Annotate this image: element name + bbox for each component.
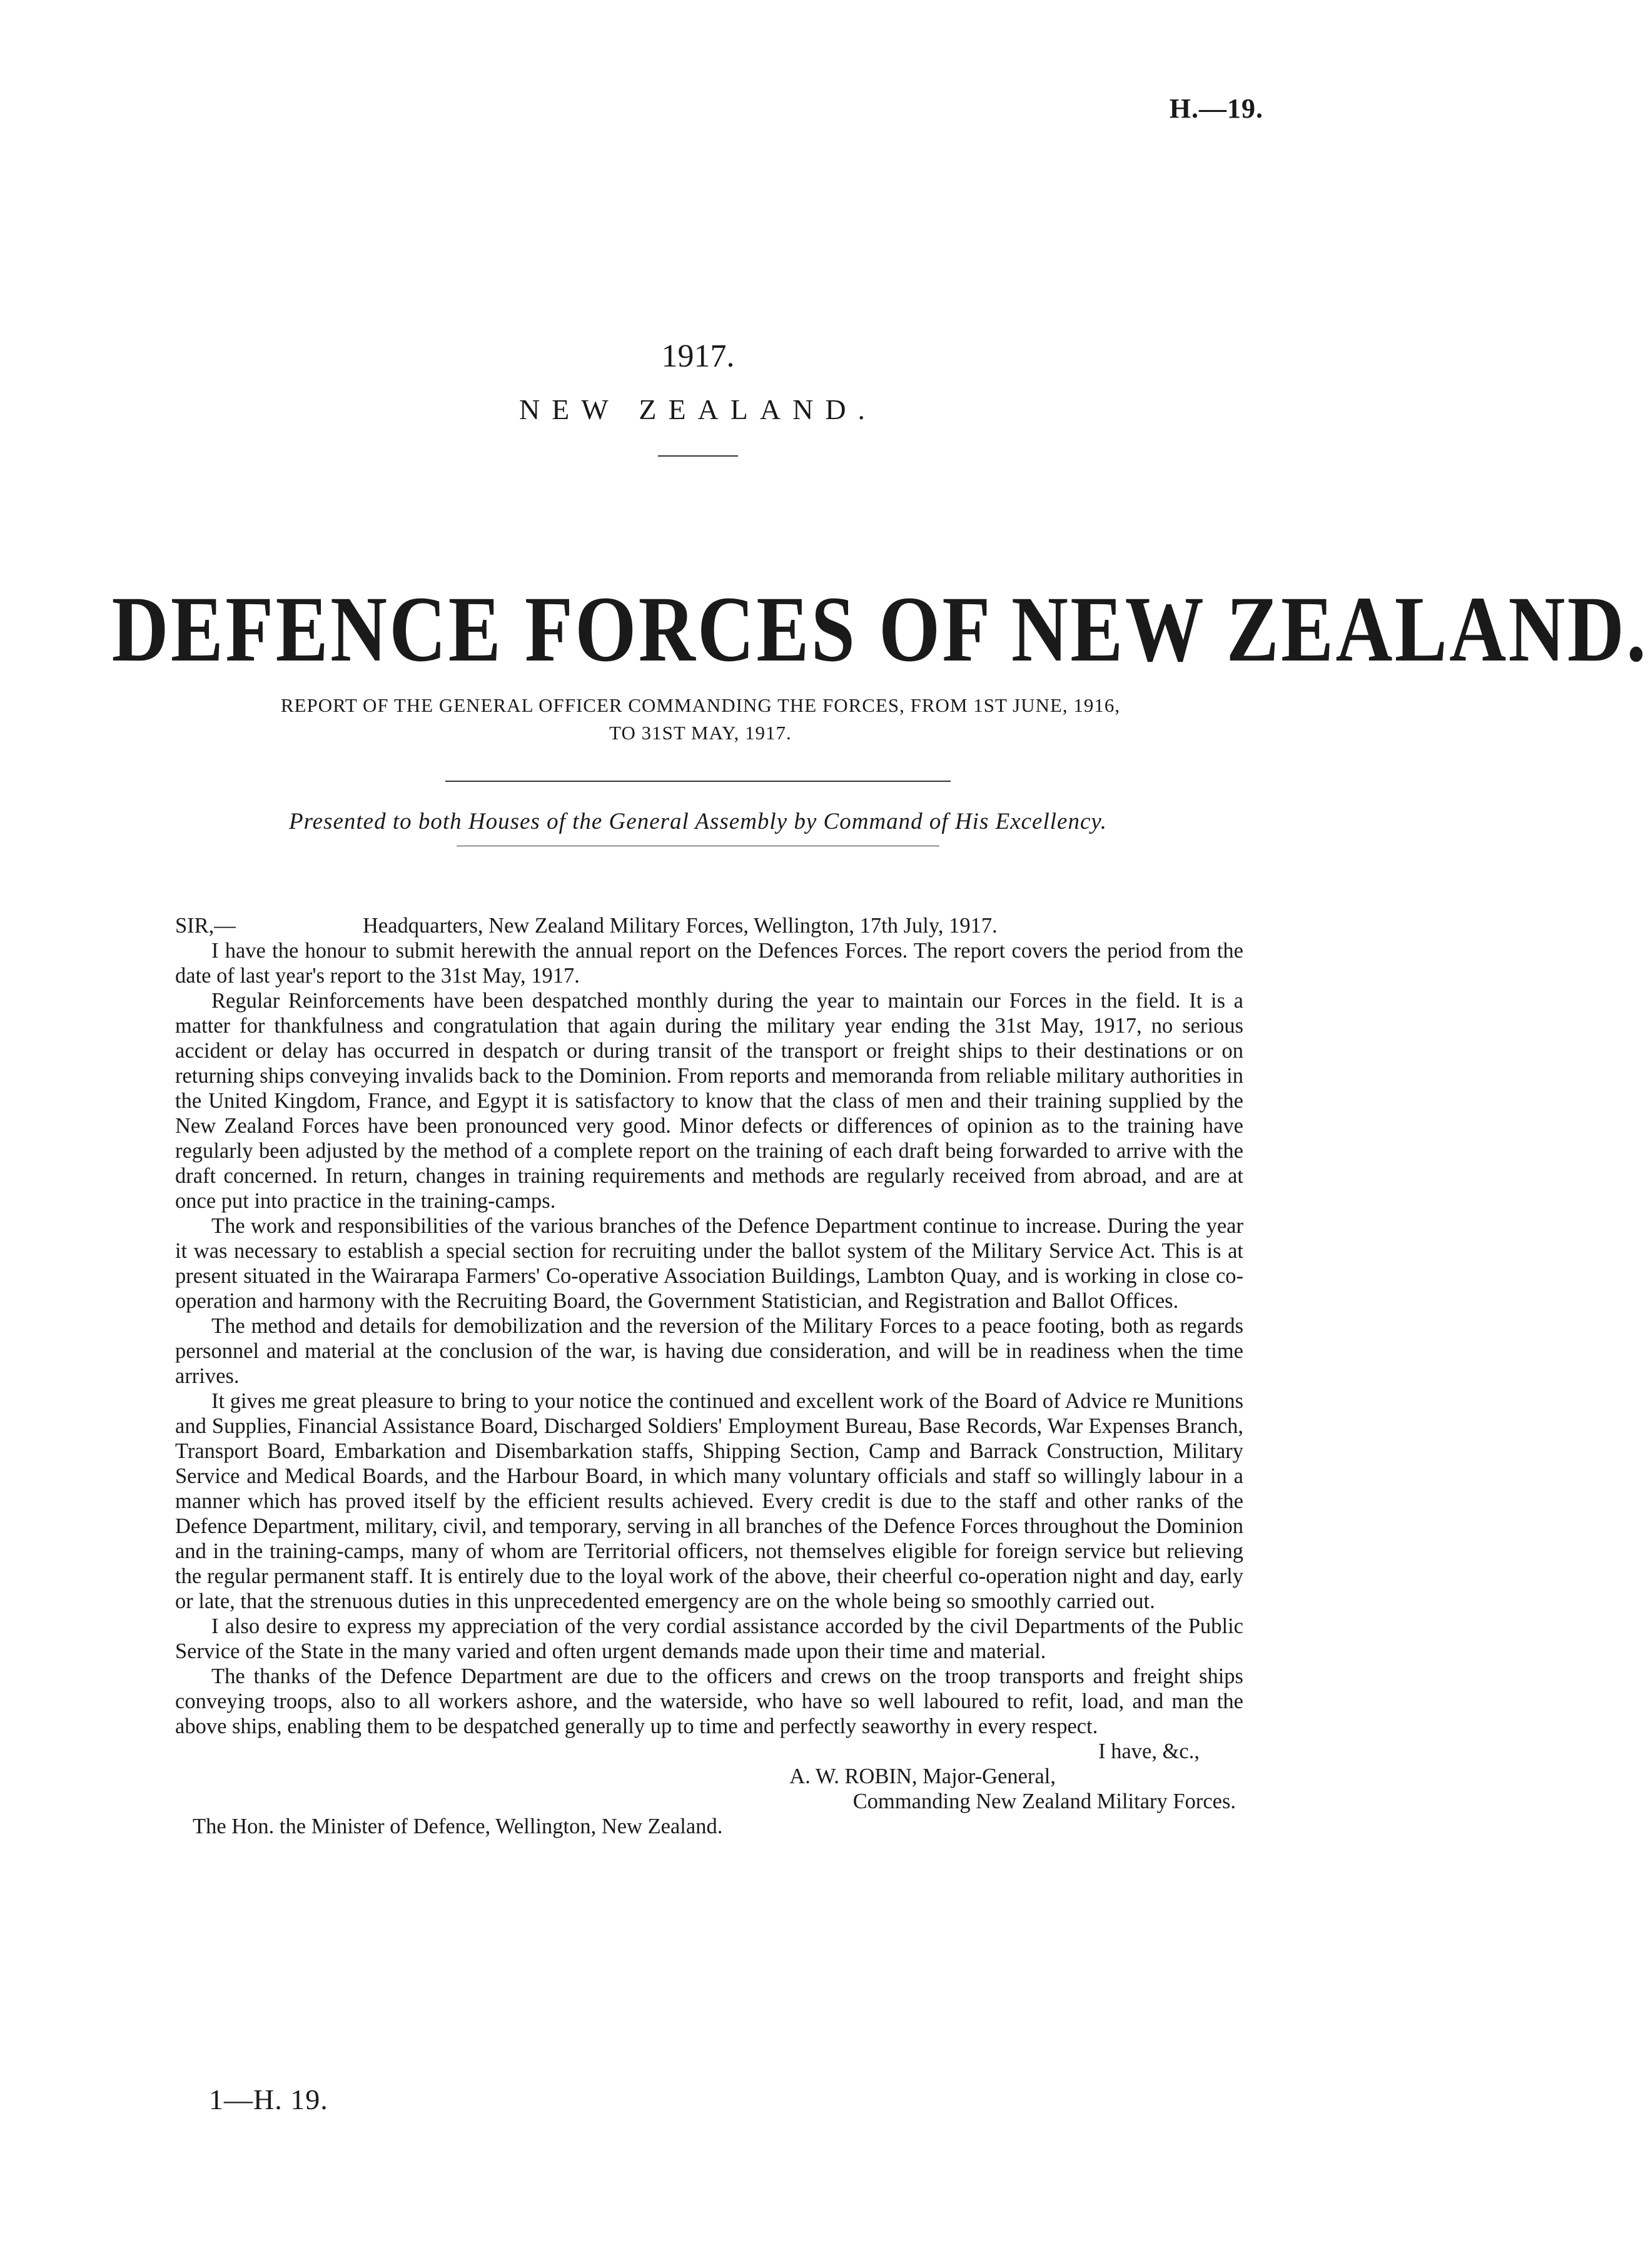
letter-heading: Headquarters, New Zealand Military Forces, Wellington, 17th July, 1917. xyxy=(363,914,998,938)
subtitle-line-1: REPORT OF THE GENERAL OFFICER COMMANDING THE FORCES, FROM 1ST JUNE, 1916, xyxy=(280,694,1121,716)
subtitle-line-2: TO 31ST MAY, 1917. xyxy=(609,722,792,744)
paragraph: The method and details for demobilization and the reversion of the Military Forces to a peace footing, both as regards personnel and material at the conclusion of the war, is having due consideration, and will be in readiness when the time arrives. xyxy=(175,1314,1243,1388)
letter-body xyxy=(175,913,1243,1839)
country-heading: NEW ZEALAND. xyxy=(518,393,877,425)
divider-upper xyxy=(445,781,951,782)
report-title: DEFENCE FORCES OF NEW ZEALAND. xyxy=(111,577,1648,681)
signature-title: Commanding New Zealand Military Forces. xyxy=(852,1790,1236,1813)
signature: A. W. ROBIN, Major-General, xyxy=(789,1764,1056,1788)
closing: I have, &c., xyxy=(1098,1739,1200,1763)
publication-year: 1917. xyxy=(661,338,735,374)
document-number: 1—H. 19. xyxy=(209,2083,328,2115)
page-reference: H.—19. xyxy=(1169,93,1263,124)
divider-short xyxy=(658,455,738,457)
paragraph: The work and responsibilities of the various branches of the Defence Department continue to increase. During the year it was necessary to establish a special section for recruiting under the ballot system of the Military Service Act. This is at present situated in the Wairarapa Farmers' Co-operative Association Buildings, Lambton Quay, and is working in close co-operation and harmony with the Recruiting Board, the Government Statistician, and Registration and Ballot Offices. xyxy=(175,1214,1243,1313)
closing-block xyxy=(175,1739,1243,1814)
paragraph: Regular Reinforcements have been despatched monthly during the year to maintain our Forces in the field. It is a matter for thankfulness and congratulation that again during the military year ending the 31st May, 1917, no serious accident or delay has occurred in despatch or during transit of the transport or freight ships to their destinations or on returning ships conveying invalids back to the Dominion. From reports and memoranda from reliable military authorities in the United Kingdom, France, and Egypt it is satisfactory to know that the class of men and their training supplied by the New Zealand Forces have been pronounced very good. Minor defects or differences of opinion as to the training have regularly been adjusted by the method of a complete report on the training of each draft being forwarded to arrive with the draft concerned. In return, changes in training requirements and methods are regularly received from abroad, and are at once put into practice in the training-camps. xyxy=(175,989,1243,1213)
report-subtitle xyxy=(156,692,1245,747)
paragraph: I have the honour to submit herewith the annual report on the Defences Forces. The report covers the period from the date of last year's report to the 31st May, 1917. xyxy=(175,939,1243,988)
salutation: SIR,— xyxy=(175,914,236,938)
presented-line: Presented to both Houses of the General Assembly by Command of His Excellency. xyxy=(289,809,1107,834)
paragraph: I also desire to express my appreciation of the very cordial assistance accorded by the civil Departments of the Public Service of the State in the many varied and often urgent demands made upon their time and material. xyxy=(175,1614,1243,1663)
letter-header-line xyxy=(175,913,1243,938)
paragraph: The thanks of the Defence Department are due to the officers and crews on the troop transports and freight ships conveying troops, also to all workers ashore, and the waterside, who have so well laboured to refit, load, and man the above ships, enabling them to be despatched generally up to time and perfectly seaworthy in every respect. xyxy=(175,1664,1243,1738)
addressee: The Hon. the Minister of Defence, Wellington, New Zealand. xyxy=(193,1815,723,1838)
paragraph: It gives me great pleasure to bring to your notice the continued and excellent work of the Board of Advice re Munitions and Supplies, Financial Assistance Board, Discharged Soldiers' Employment Bureau, Base Records, War Expenses Branch, Transport Board, Embarkation and Disembarkation staffs, Shipping Section, Camp and Barrack Construction, Military Service and Medical Boards, and the Harbour Board, in which many voluntary officials and staff so willingly labour in a manner which has proved itself by the efficient results achieved. Every credit is due to the staff and other ranks of the Defence Department, military, civil, and temporary, serving in all branches of the Defence Forces throughout the Dominion and in the training-camps, many of whom are Territorial officers, not themselves eligible for foreign service but relieving the regular permanent staff. It is entirely due to the loyal work of the above, their cheerful co-operation night and day, early or late, that the strenuous duties in this unprecedented emergency are on the whole being so smoothly carried out. xyxy=(175,1389,1243,1613)
